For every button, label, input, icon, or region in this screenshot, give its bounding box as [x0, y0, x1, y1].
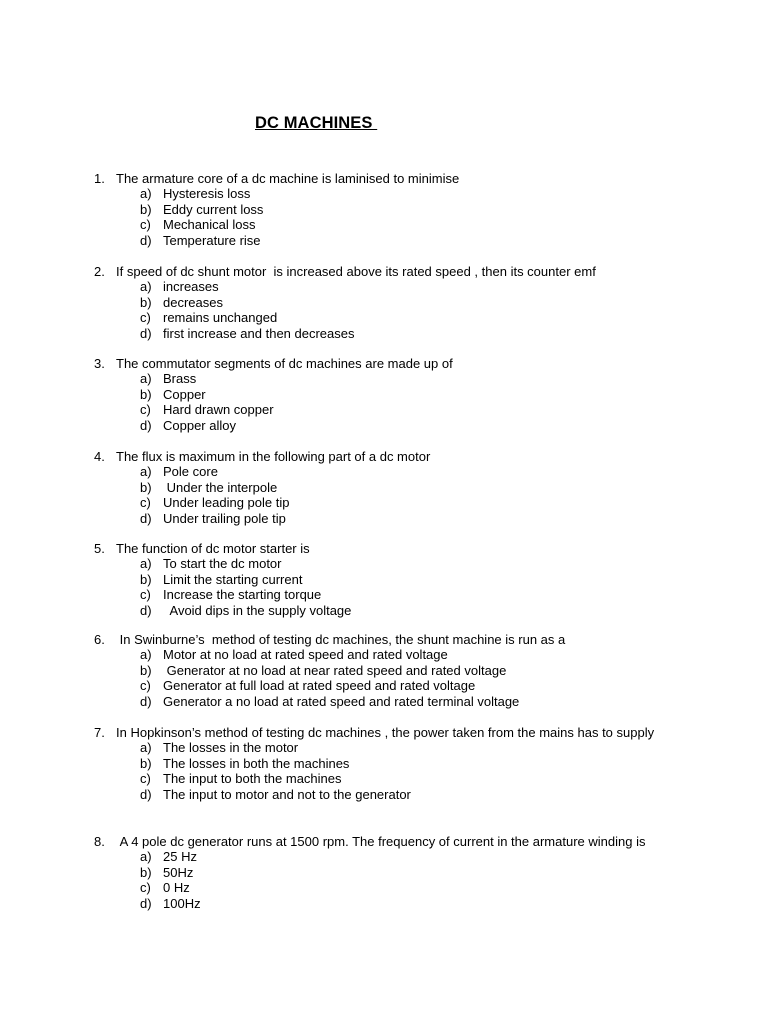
option-d — [94, 233, 674, 248]
option-text: Generator at no load at near rated speed and rated voltage — [163, 662, 507, 678]
option-text: Mechanical loss — [163, 217, 256, 233]
option-list — [94, 279, 674, 341]
option-a — [94, 186, 674, 201]
option-d — [94, 603, 674, 618]
question-text: The function of dc motor starter is — [116, 541, 310, 556]
option-d — [94, 418, 674, 433]
option-text: Motor at no load at rated speed and rated voltage — [163, 647, 448, 663]
option-list — [94, 740, 674, 802]
option-text: Generator at full load at rated speed and rated voltage — [163, 678, 476, 694]
option-letter: a) — [140, 740, 152, 756]
question-6 — [94, 632, 674, 709]
option-letter: d) — [140, 417, 152, 433]
question-number: 2. — [94, 264, 105, 279]
option-a — [94, 556, 674, 571]
option-d — [94, 787, 674, 802]
option-letter: b) — [140, 479, 152, 495]
question-5 — [94, 541, 674, 618]
question-2 — [94, 264, 674, 341]
question-text: The commutator segments of dc machines are made up of — [116, 356, 453, 371]
option-c — [94, 495, 674, 510]
option-letter: d) — [140, 510, 152, 526]
option-text: Copper alloy — [163, 417, 236, 433]
option-c — [94, 880, 674, 895]
option-text: Limit the starting current — [163, 571, 303, 587]
option-b — [94, 295, 674, 310]
option-b — [94, 756, 674, 771]
option-letter: a) — [140, 647, 152, 663]
option-list — [94, 556, 674, 618]
option-letter: c) — [140, 880, 151, 896]
option-text: Brass — [163, 371, 197, 387]
option-b — [94, 387, 674, 402]
option-text: first increase and then decreases — [163, 325, 355, 341]
question-number: 3. — [94, 356, 105, 371]
option-letter: b) — [140, 201, 152, 217]
option-c — [94, 678, 674, 693]
option-letter: c) — [140, 678, 151, 694]
option-letter: a) — [140, 279, 152, 295]
option-text: 50Hz — [163, 864, 194, 880]
question-number: 7. — [94, 725, 105, 740]
option-text: Temperature rise — [163, 232, 261, 248]
option-letter: d) — [140, 693, 152, 709]
option-a — [94, 849, 674, 864]
option-text: Hysteresis loss — [163, 186, 251, 202]
option-letter: c) — [140, 217, 151, 233]
option-list — [94, 371, 674, 433]
option-text: Avoid dips in the supply voltage — [163, 602, 352, 618]
option-letter: c) — [140, 587, 151, 603]
option-list — [94, 849, 674, 911]
option-letter: c) — [140, 495, 151, 511]
option-letter: a) — [140, 849, 152, 865]
option-text: 0 Hz — [163, 880, 190, 896]
option-letter: b) — [140, 294, 152, 310]
option-text: The losses in the motor — [163, 740, 299, 756]
option-letter: c) — [140, 402, 151, 418]
question-text: If speed of dc shunt motor is increased above its rated speed , then its counter emf — [116, 264, 596, 279]
question-number: 1. — [94, 171, 105, 186]
question-number: 6. — [94, 632, 105, 647]
document-title: DC MACHINES — [255, 114, 378, 132]
option-list — [94, 186, 674, 248]
option-letter: d) — [140, 895, 152, 911]
option-text: Increase the starting torque — [163, 587, 322, 603]
option-text: Eddy current loss — [163, 201, 264, 217]
question-1 — [94, 171, 674, 248]
option-c — [94, 771, 674, 786]
option-a — [94, 464, 674, 479]
option-list — [94, 464, 674, 526]
option-letter: a) — [140, 556, 152, 572]
option-d — [94, 896, 674, 911]
option-text: Under trailing pole tip — [163, 510, 286, 526]
option-text: Copper — [163, 386, 206, 402]
option-text: To start the dc motor — [163, 556, 282, 572]
option-letter: b) — [140, 662, 152, 678]
option-text: increases — [163, 279, 219, 295]
question-text: A 4 pole dc generator runs at 1500 rpm. The frequency of current in the armature winding is — [116, 834, 646, 849]
option-text: remains unchanged — [163, 310, 278, 326]
question-number: 5. — [94, 541, 105, 556]
option-c — [94, 402, 674, 417]
option-letter: d) — [140, 602, 152, 618]
option-a — [94, 371, 674, 386]
option-text: 100Hz — [163, 895, 201, 911]
option-letter: b) — [140, 571, 152, 587]
option-letter: d) — [140, 786, 152, 802]
option-b — [94, 480, 674, 495]
option-text: 25 Hz — [163, 849, 197, 865]
option-d — [94, 694, 674, 709]
option-letter: d) — [140, 232, 152, 248]
option-c — [94, 310, 674, 325]
question-text: The flux is maximum in the following part of a dc motor — [116, 449, 431, 464]
option-text: Hard drawn copper — [163, 402, 274, 418]
question-text: In Hopkinson’s method of testing dc machines , the power taken from the mains has to supply — [116, 725, 655, 740]
option-b — [94, 865, 674, 880]
option-letter: c) — [140, 310, 151, 326]
question-3 — [94, 356, 674, 433]
option-text: The input to both the machines — [163, 771, 342, 787]
option-text: Pole core — [163, 464, 218, 480]
option-c — [94, 587, 674, 602]
question-7 — [94, 725, 674, 802]
option-text: The losses in both the machines — [163, 755, 350, 771]
question-text: In Swinburne’s method of testing dc machines, the shunt machine is run as a — [116, 632, 566, 647]
option-a — [94, 279, 674, 294]
option-letter: a) — [140, 464, 152, 480]
question-number: 4. — [94, 449, 105, 464]
option-a — [94, 647, 674, 662]
option-letter: d) — [140, 325, 152, 341]
question-text: The armature core of a dc machine is laminised to minimise — [116, 171, 460, 186]
option-b — [94, 202, 674, 217]
question-8 — [94, 834, 674, 911]
option-d — [94, 326, 674, 341]
option-text: Under leading pole tip — [163, 495, 290, 511]
option-c — [94, 217, 674, 232]
option-letter: b) — [140, 386, 152, 402]
option-list — [94, 647, 674, 709]
option-b — [94, 663, 674, 678]
option-d — [94, 511, 674, 526]
option-letter: b) — [140, 864, 152, 880]
question-4 — [94, 449, 674, 526]
option-text: decreases — [163, 294, 223, 310]
question-number: 8. — [94, 834, 105, 849]
option-letter: a) — [140, 371, 152, 387]
option-b — [94, 572, 674, 587]
option-text: Under the interpole — [163, 479, 278, 495]
option-text: Generator a no load at rated speed and rated terminal voltage — [163, 693, 520, 709]
option-text: The input to motor and not to the generator — [163, 786, 411, 802]
option-letter: a) — [140, 186, 152, 202]
option-letter: b) — [140, 755, 152, 771]
option-letter: c) — [140, 771, 151, 787]
option-a — [94, 740, 674, 755]
